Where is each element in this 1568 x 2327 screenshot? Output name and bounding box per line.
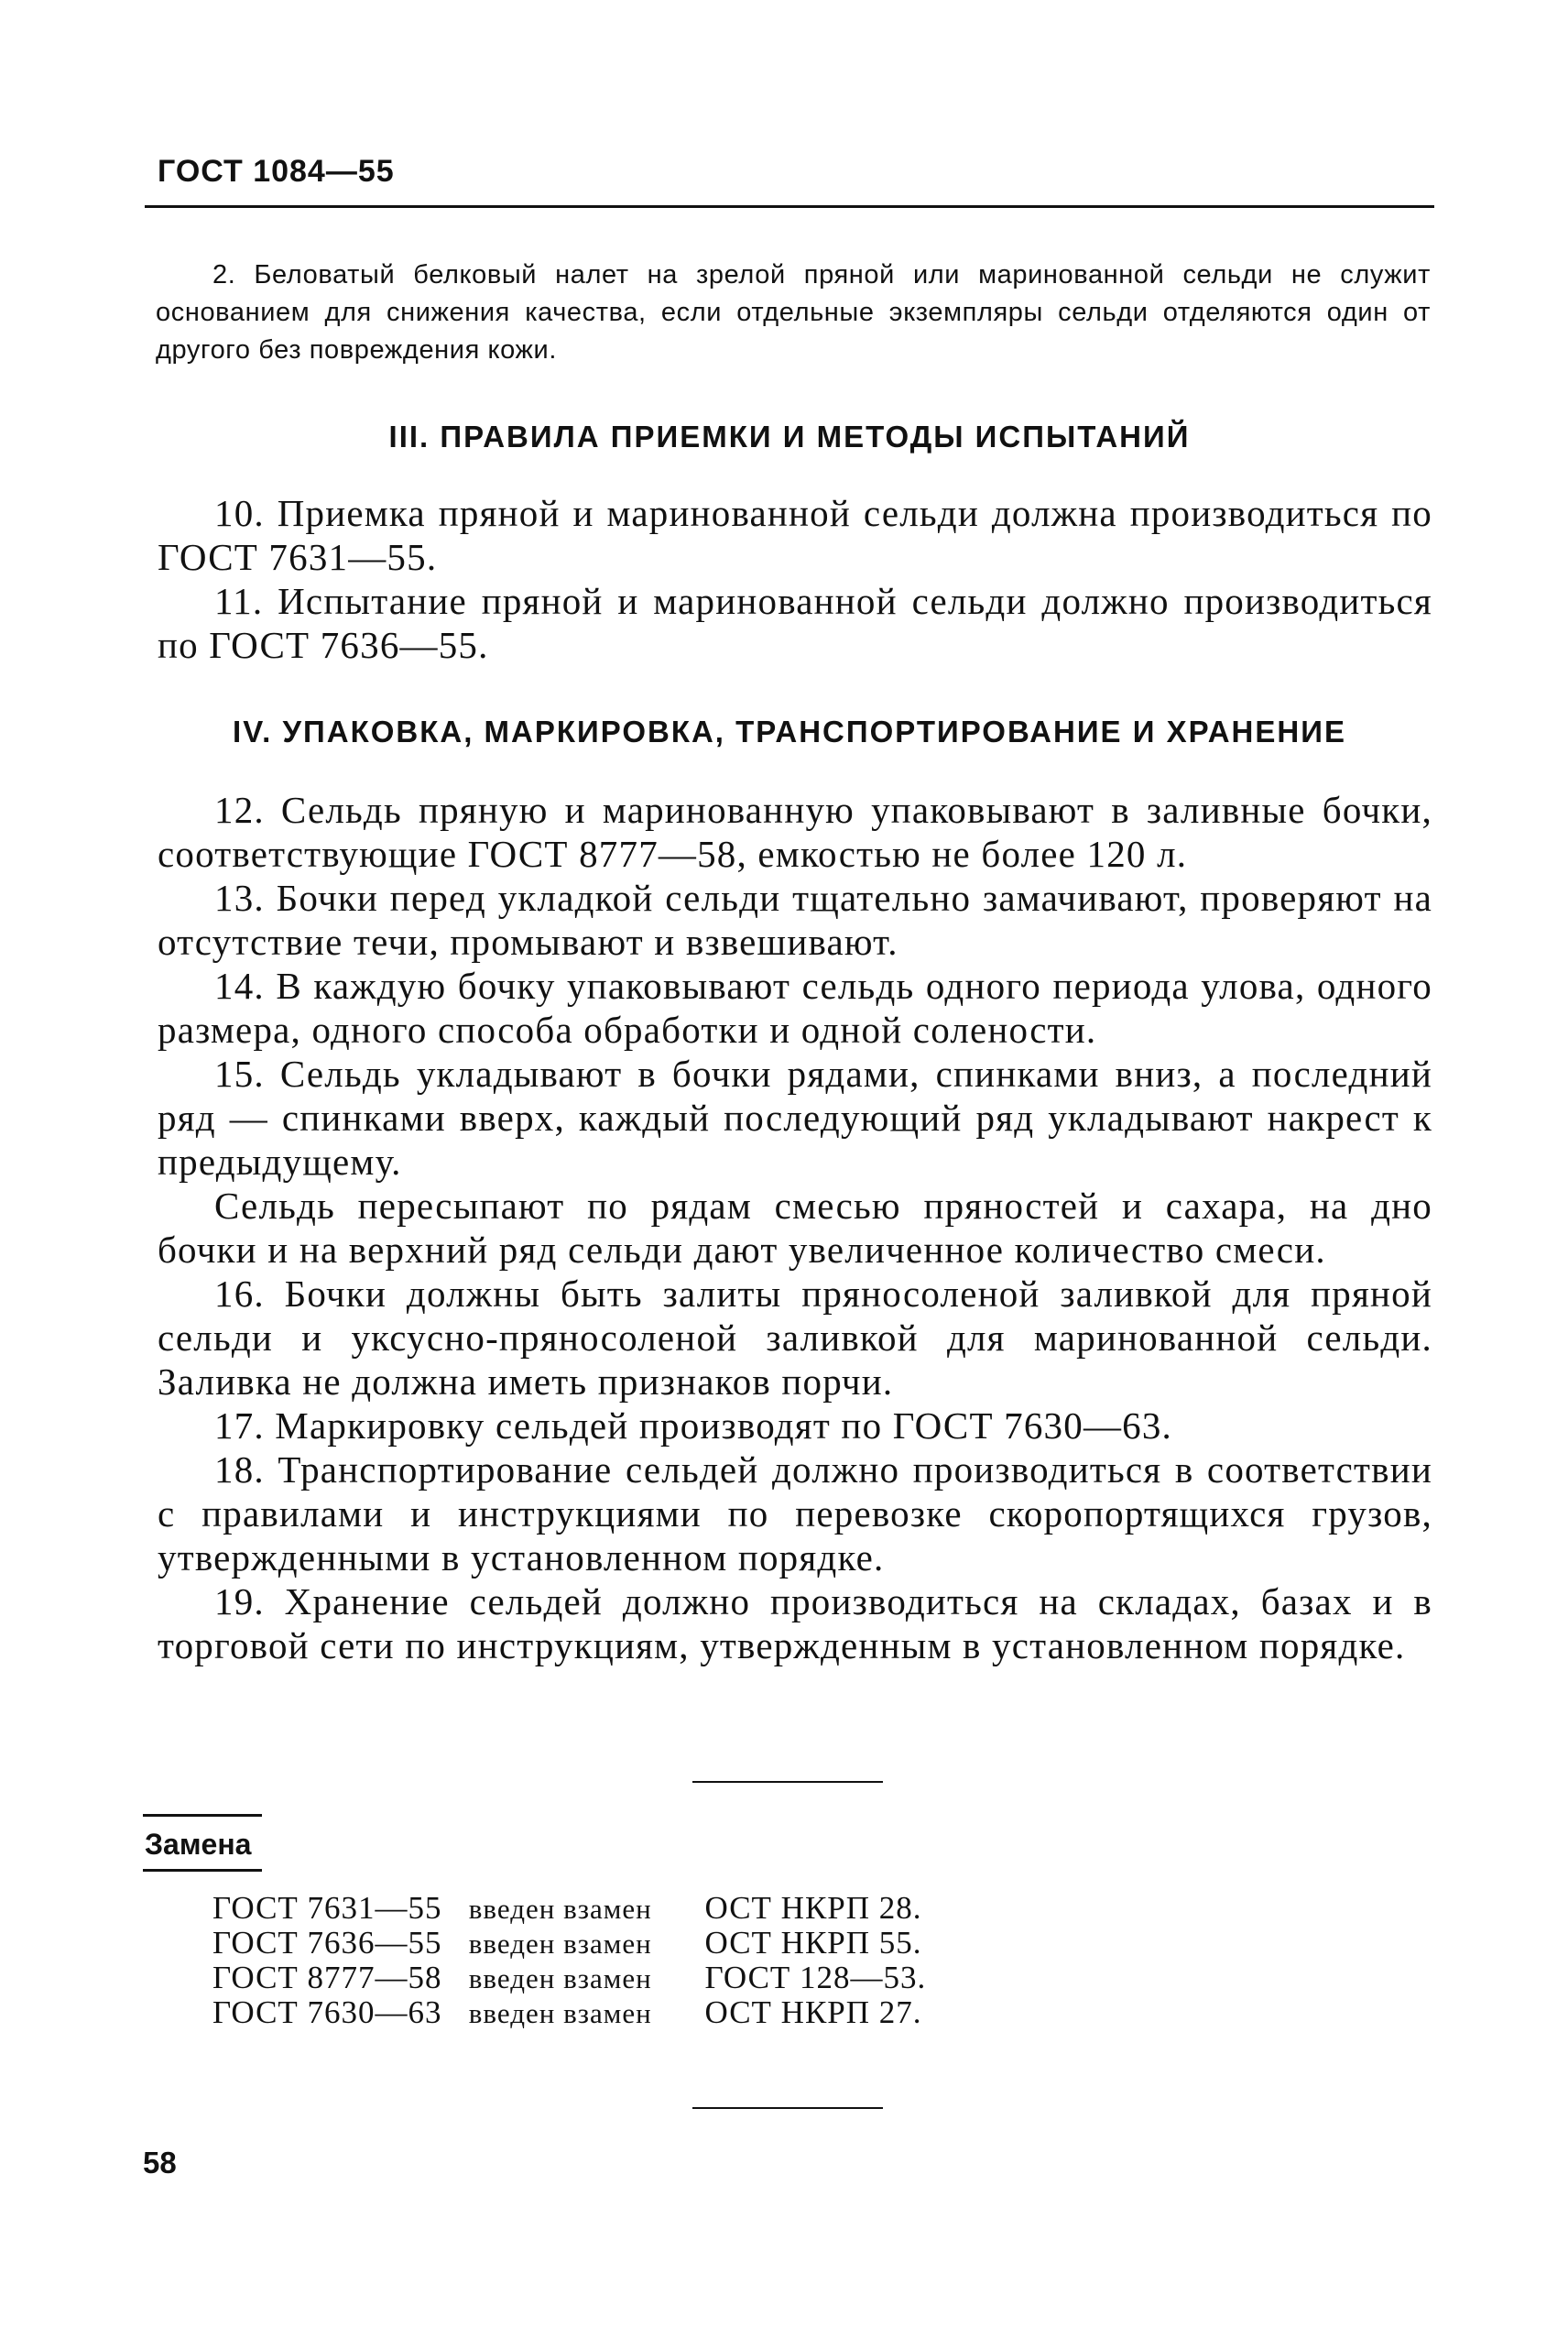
replacement-row <box>212 1961 926 1995</box>
paragraph-15: 15. Сельдь укладывают в бочки рядами, спинками вниз, а последний ряд — спинками вверх, каждый последующий ряд укладывают накрест к предыдущему. <box>158 1053 1432 1183</box>
replacement-phrase: введен взамен <box>468 1928 652 1960</box>
replaced-standard: ОСТ НКРП 55. <box>704 1925 922 1961</box>
replacement-standard: ГОСТ 7631—55 <box>212 1890 442 1926</box>
replacement-list <box>212 1891 926 2030</box>
replacement-standard: ГОСТ 7636—55 <box>212 1925 442 1961</box>
document-header-title: ГОСТ 1084—55 <box>158 154 395 189</box>
separator-rule <box>692 2107 883 2109</box>
replaced-standard: ОСТ НКРП 27. <box>704 1994 922 2030</box>
section-3-heading: III. ПРАВИЛА ПРИЕМКИ И МЕТОДЫ ИСПЫТАНИЙ <box>388 420 1191 453</box>
replacement-row <box>212 1926 926 1961</box>
paragraph-13: 13. Бочки перед укладкой сельди тщательно замачивают, проверяют на отсутствие течи, промывают и взвешивают. <box>158 877 1432 963</box>
paragraph-12: 12. Сельдь пряную и маринованную упаковывают в заливные бочки, соответствующие ГОСТ 8777—58, емкостью не более 120 л. <box>158 789 1432 875</box>
paragraph-10: 10. Приемка пряной и маринованной сельди должна производиться по ГОСТ 7631—55. <box>158 492 1432 578</box>
paragraph-16: 16. Бочки должны быть залиты пряносоленой заливкой для пряной сельди и уксусно-пряносоленой заливкой для маринованной сельди. Заливка не должна иметь признаков порчи. <box>158 1273 1432 1403</box>
replacement-standard: ГОСТ 8777—58 <box>212 1960 442 1995</box>
section-3-body <box>158 491 1432 667</box>
zamena-title: Замена <box>145 1828 252 1861</box>
replaced-standard: ГОСТ 128—53. <box>704 1960 927 1995</box>
note-paragraph: 2. Беловатый белковый налет на зрелой пряной или маринованной сельди не служит основанием для снижения качества, если отдельные экземпляры сельди отделяются один от другого без повреждения кожи. <box>156 260 1431 365</box>
replacement-phrase: введен взамен <box>468 1997 652 2029</box>
replaced-standard: ОСТ НКРП 28. <box>704 1890 922 1926</box>
replacement-row <box>212 1995 926 2030</box>
paragraph-15-continuation: Сельдь пересыпают по рядам смесью пряностей и сахара, на дно бочки и на верхний ряд сельди дают увеличенное количество смеси. <box>158 1185 1432 1271</box>
paragraph-18: 18. Транспортирование сельдей должно производиться в соответствии с правилами и инструкциями по перевозке скоропортящихся грузов, утвержденными в установленном порядке. <box>158 1448 1432 1579</box>
page-number: 58 <box>143 2146 177 2180</box>
replacement-phrase: введен взамен <box>468 1893 652 1925</box>
zamena-heading-block <box>143 1814 262 1872</box>
section-4-heading: IV. УПАКОВКА, МАРКИРОВКА, ТРАНСПОРТИРОВАНИЕ И ХРАНЕНИЕ <box>233 715 1346 748</box>
zamena-rule-bottom <box>143 1869 262 1872</box>
section-4-body <box>158 788 1432 1667</box>
replacement-row <box>212 1891 926 1926</box>
paragraph-19: 19. Хранение сельдей должно производиться на складах, базах и в торговой сети по инструкциям, утвержденным в установленном порядке. <box>158 1580 1432 1666</box>
replacement-standard: ГОСТ 7630—63 <box>212 1994 442 2030</box>
paragraph-11: 11. Испытание пряной и маринованной сельди должно производиться по ГОСТ 7636—55. <box>158 580 1432 666</box>
replacement-phrase: введен взамен <box>468 1962 652 1994</box>
paragraph-17: 17. Маркировку сельдей производят по ГОСТ 7630—63. <box>214 1404 1173 1447</box>
separator-rule <box>692 1781 883 1783</box>
paragraph-14: 14. В каждую бочку упаковывают сельдь одного периода улова, одного размера, одного способа обработки и одной солености. <box>158 965 1432 1051</box>
header-rule <box>145 205 1434 208</box>
